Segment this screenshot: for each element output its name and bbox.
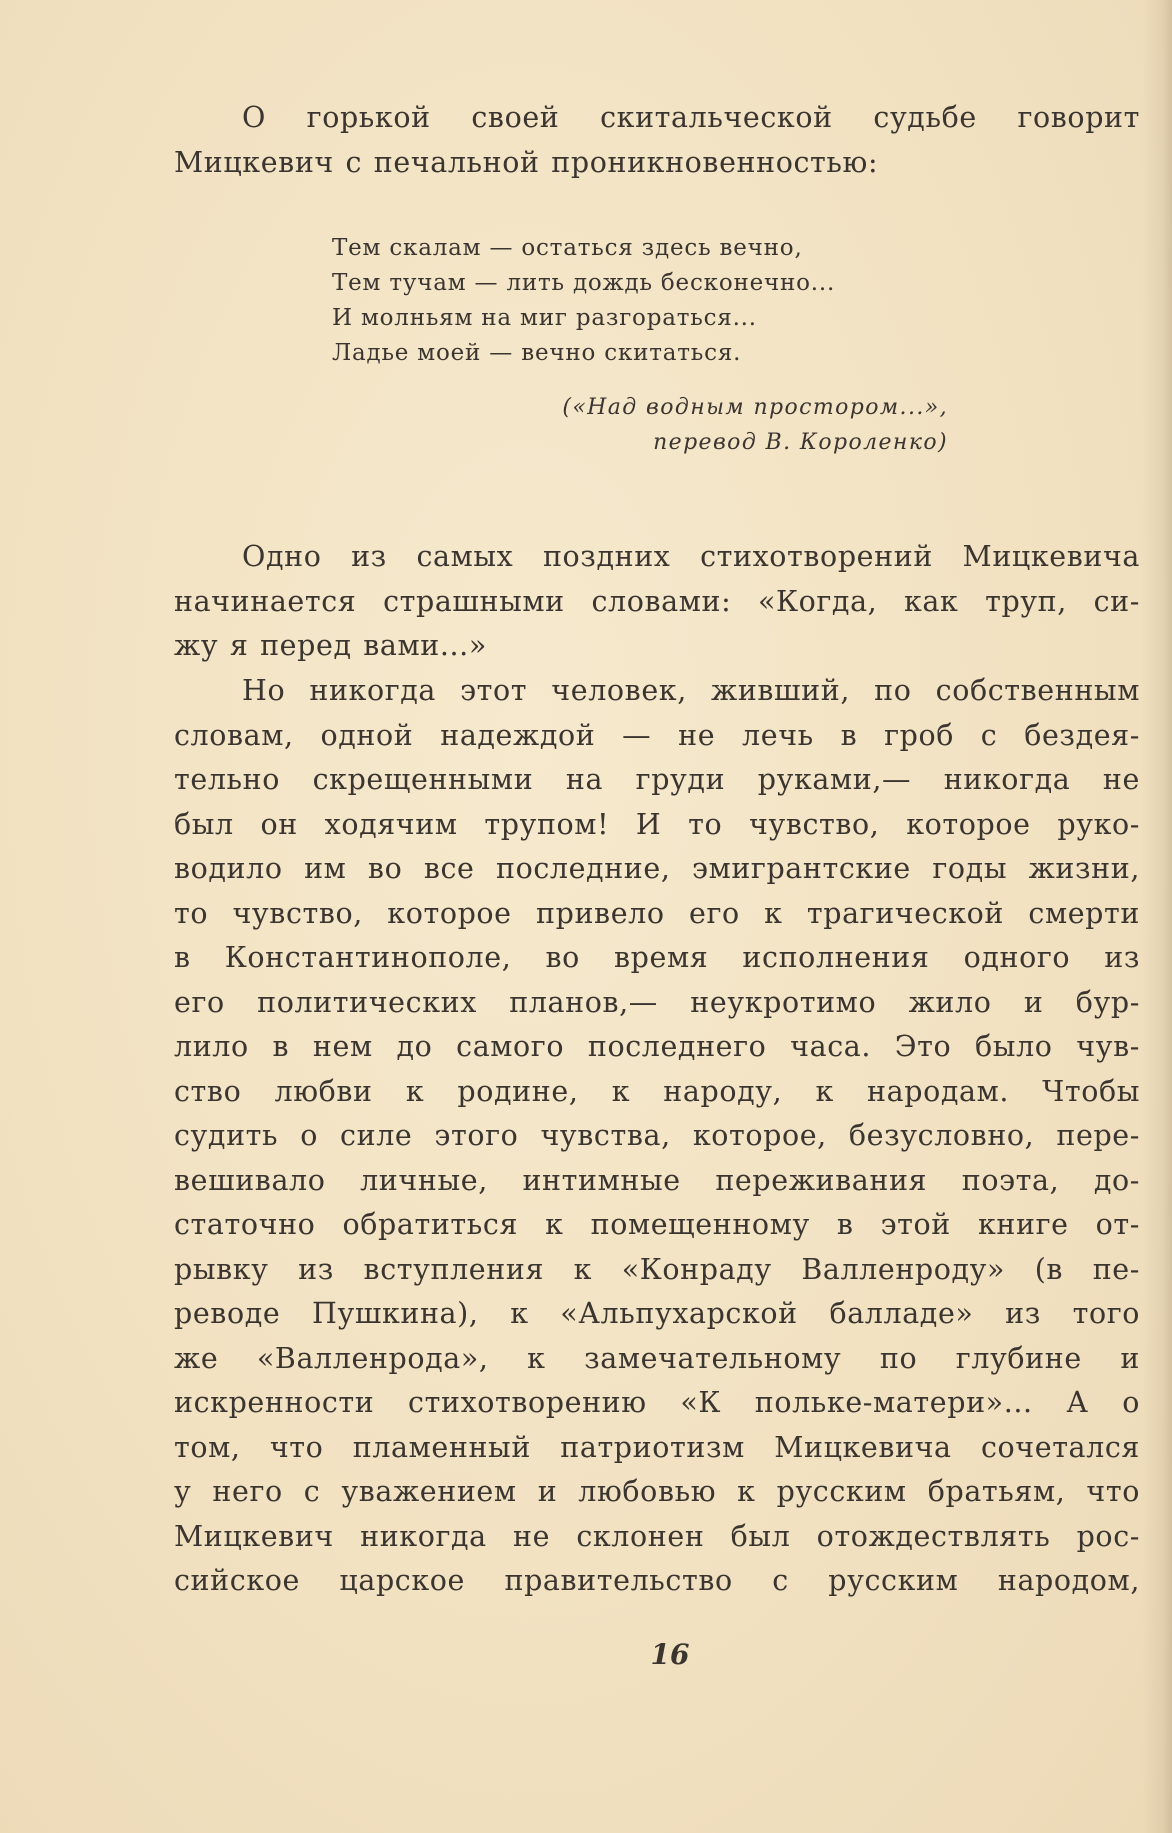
page-number: 16 [650,1638,690,1671]
text-line: сийское царское правительство с русским народом, [174,1564,1140,1597]
text-line: О горькой своей скитальческой судьбе говорит [242,101,1140,134]
attribution-line: («Над водным простором...», [562,395,948,420]
verse-line: Ладье моей — вечно скитаться. [332,340,742,366]
page-edge-shadow [1142,0,1172,1833]
intro-paragraph [174,96,1140,185]
verse-attribution [470,390,948,460]
text-line: ство любви к родине, к народу, к народам. Чтобы [174,1074,1140,1108]
verse-quote [332,231,972,371]
text-line: начинается страшными словами: «Когда, как труп, си- [174,584,1140,618]
text-line: Мицкевич никогда не склонен был отождествлять рос- [174,1519,1140,1553]
text-line: то чувство, которое привело его к трагической смерти [174,896,1140,930]
text-line: водило им во все последние, эмигрантские годы жизни, [174,852,1140,885]
text-line: жу я перед вами...» [174,629,487,662]
verse-line: И молньям на миг разгораться... [332,305,757,331]
text-line: его политических планов,— неукротимо жило и бур- [174,985,1140,1019]
text-line: лило в нем до самого последнего часа. Это было чув- [174,1030,1140,1063]
text-line: у него с уважением и любовью к русским братьям, что [174,1475,1140,1508]
text-line: реводе Пушкина), к «Альпухарской балладе» из того [174,1297,1140,1330]
text-line: в Константинополе, во время исполнения одного из [174,941,1140,974]
text-line: судить о силе этого чувства, которое, безусловно, пере- [174,1119,1140,1152]
text-line: Мицкевич с печальной проникновенностью: [174,145,879,179]
verse-line: Тем тучам — лить дождь бесконечно... [332,270,836,296]
attribution-line: перевод В. Короленко) [653,430,948,455]
text-line: словам, одной надеждой — не лечь в гроб с бездея- [174,718,1140,752]
text-line: Одно из самых поздних стихотворений Мицкевича [242,540,1140,573]
text-line: был он ходячим трупом! И то чувство, которое руко- [174,807,1140,841]
paragraph-1 [174,535,1140,669]
text-line: Но никогда этот человек, живший, по собственным [242,674,1140,707]
text-line: искренности стихотворению «К польке-матери»... А о [174,1386,1140,1419]
text-line: том, что пламенный патриотизм Мицкевича сочетался [174,1430,1140,1464]
text-line: же «Валленрода», к замечательному по глубине и [174,1341,1140,1375]
text-line: рывку из вступления к «Конраду Валленроду» (в пе- [174,1252,1140,1286]
paragraph-2 [174,669,1140,1604]
text-line: статочно обратиться к помещенному в этой книге от- [174,1208,1140,1241]
verse-line: Тем скалам — остаться здесь вечно, [332,235,803,261]
text-line: вешивало личные, интимные переживания поэта, до- [174,1163,1140,1197]
text-line: тельно скрещенными на груди руками,— никогда не [174,763,1140,796]
